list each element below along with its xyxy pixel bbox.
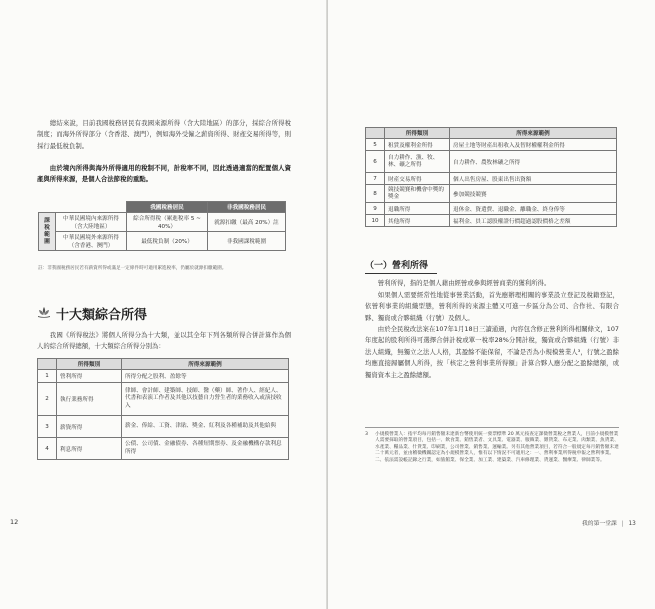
tax-row-label: 中華民國境外來源所得（含香港、澳門） (56, 232, 127, 251)
tax-row-label: 中華民國境內來源所得（含大陸地區） (56, 213, 127, 232)
income-category-table (37, 358, 289, 460)
table-row (366, 139, 617, 151)
col-tax-resident: 我國稅務居民 (127, 202, 208, 213)
row-desc: 退休金、資遣費、退職金、離職金、終身俸等 (450, 203, 617, 215)
row-desc: 所得分配之股利、盈餘等 (122, 370, 289, 383)
profit-income-paragraph-1: 營利所得，指的是個人藉由經營或參與經營商業的獲利所得。 (377, 279, 551, 287)
intro-bold-paragraph: 由於境內所得與海外所得適用的稅制不同，計稅率不同，因此透過適當的配置個人資產與所得來源，是個人合法節稅的重點。 (37, 164, 291, 184)
lotus-icon (37, 306, 51, 322)
row-desc: 參加競技競賽 (450, 185, 617, 203)
row-type: 自力耕作、漁、牧、林、礦之所得 (385, 151, 450, 173)
tax-scope-side-label: 課稅範圍 (39, 213, 56, 251)
row-desc: 公債、公司債、金融債券、各種短期票券、及金融機構存款利息所得 (122, 438, 289, 460)
table-row (38, 416, 289, 438)
row-number: 2 (38, 383, 57, 416)
table-row (38, 370, 289, 383)
col-income-examples: 所得來源範例 (122, 359, 289, 370)
row-type: 執行業務所得 (57, 383, 122, 416)
right-page (328, 0, 655, 609)
row-number: 6 (366, 151, 385, 173)
table-row (366, 203, 617, 215)
tax-row-resident: 綜合所得稅（累進稅率 5 ~ 40%） (127, 213, 208, 232)
profit-income-paragraph-3: 由於全民稅改法案在107年1月18日三讀通過，內容包含修正營利所得相關條文，107年度起的股利所得可選擇合併計稅或單一稅率28%分開計稅，獨資或合夥組織（行號）非法人組織，無獨立之法人人格，其盈餘不能保留，不論是否為小規模營業人³，行號之盈餘均應直接歸屬個人所得，按「核定之營利事業所得額」計算合夥人應分配之盈餘總額，或獨資資本主之盈餘總額。 (365, 325, 619, 379)
footnote-divider (365, 427, 619, 428)
row-number: 8 (366, 185, 385, 203)
row-type: 薪資所得 (57, 416, 122, 438)
col-income-type: 所得類別 (385, 128, 450, 139)
row-number: 7 (366, 173, 385, 185)
section-title: 十大類綜合所得 (56, 308, 148, 323)
row-type: 財產交易所得 (385, 173, 450, 185)
tax-row-non-resident: 就源扣繳（最高 20%）註 (208, 213, 286, 232)
row-desc: 福利金、員工認股權證行價超過認股價格之差額 (450, 215, 617, 227)
row-number: 5 (366, 139, 385, 151)
table-row (366, 185, 617, 203)
row-desc: 自力耕作、農牧林礦之所得 (450, 151, 617, 173)
tax-scope-table (38, 201, 286, 251)
row-type: 營利所得 (57, 370, 122, 383)
income-category-table-continued (365, 127, 617, 227)
row-number: 3 (38, 416, 57, 438)
row-number: 9 (366, 203, 385, 215)
row-desc: 律師、會計師、建築師、技師、醫（藥）師、著作人、經紀人、代書和表演工作者及其他以技藝自力營生者的業務收入或演技收入 (122, 383, 289, 416)
section-paragraph: 我國《所得稅法》將個人所得分為十大類，並以其全年下列各類所得合併計算作為個人的綜合所得總額，十大類綜合所得分別為： (37, 331, 291, 351)
table-row (366, 173, 617, 185)
row-type: 租賃及權利金所得 (385, 139, 450, 151)
col-income-type: 所得類別 (57, 359, 122, 370)
page-number: 12 (10, 518, 19, 526)
table-row (366, 215, 617, 227)
table-row (38, 438, 289, 460)
running-footer: 我的第一堂課 | 13 (582, 521, 636, 527)
row-desc: 個人出售房屋、股東出售出資額 (450, 173, 617, 185)
subsection-title: （一）營利所得 (365, 261, 429, 271)
row-number: 10 (366, 215, 385, 227)
row-type: 退職所得 (385, 203, 450, 215)
footer-title: 我的第一堂課 (582, 521, 617, 527)
page-number: 13 (628, 521, 636, 527)
row-desc: 薪金、俸給、工資、津貼、獎金、紅利及各種補助及其他給與 (122, 416, 289, 438)
footnote-number: 3 (365, 432, 368, 437)
table-row (38, 383, 289, 416)
row-desc: 房屋土地等財產出租收入及智財權權利金所得 (450, 139, 617, 151)
table-note: 註：非我國稅務居民若有薪資所得或滿足一定條件時可適用累進稅率，仍屬於就源扣繳範圍。 (38, 266, 227, 271)
left-page (0, 0, 327, 609)
col-income-examples: 所得來源範例 (450, 128, 617, 139)
footnote-text: 小規模營業人：指平均每月銷售額未達新台幣使用統一發票標準 20 萬元按查定課徵營業稅之營業人，目前小規模營業人需要採取的營業項目，包括一、飲食業、銷售業者、文具業、電器業、服飾業、雜貨業、布疋業、肉類業、魚貨業、水產業、糧品業、什貨業、印刷業，公司營業、銷售業、運輸業。另有其他營業項目，若符合一般規定每月銷售額未達二十萬元者，並由稽徵機關認定為小規模營業人，惟有以下情況不可適用之：一、營利事業所得稅申報之營利事業。二、依法需設帳記錄之行業，如旅館業、保全業、加工業、建築業、汽車修理業、貨運業、醫療業、律師業等。 (375, 432, 619, 463)
row-type: 利息所得 (57, 438, 122, 460)
profit-income-paragraph-2: 如果個人需要經常性地從事營業活動，首先應辦理相關的事業設立登記及稅籍登記，依營利事業的組織型態，營利所得的來源主體又可進一步區分為公司、合作社、有限合夥、獨資或合夥組織（行號）及個人。 (365, 291, 619, 322)
tax-row-resident: 最低稅負制（20%） (127, 232, 208, 251)
subsection-underline (365, 273, 437, 274)
row-number: 1 (38, 370, 57, 383)
table-row (366, 151, 617, 173)
col-non-resident: 非我國稅務居民 (208, 202, 286, 213)
intro-paragraph: 總結來說，目前我國稅務居民有我國來源所得（含大陸地區）的部分，採綜合所得稅制度；而海外所得部分（含香港、澳門），例如海外受僱之薪資所得、財產交易所得等，則採行最低稅負制。 (37, 119, 291, 150)
section-heading (37, 304, 147, 323)
row-number: 4 (38, 438, 57, 460)
row-type: 競技競賽和機會中獎的獎金 (385, 185, 450, 203)
row-type: 其他所得 (385, 215, 450, 227)
tax-row-non-resident: 非我國課稅範圍 (208, 232, 286, 251)
